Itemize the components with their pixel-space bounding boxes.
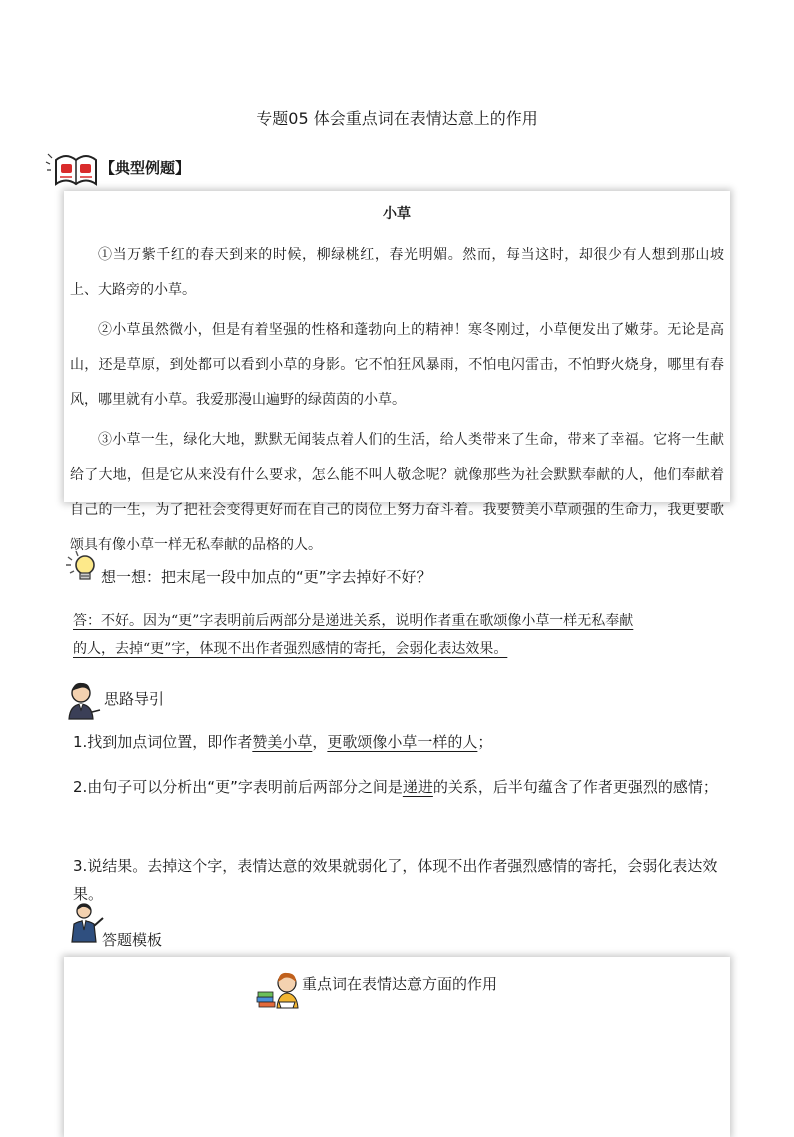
passage-title: 小草: [383, 206, 411, 222]
guide-step-1-comma: ，: [312, 733, 328, 751]
guide-step-1: [73, 728, 733, 756]
passage-paragraph-1: ①当万紫千红的春天到来的时候，柳绿桃红，春光明媚。然而，每当这时，却很少有人想到那山坡上、大路旁的小草。: [70, 247, 724, 298]
guide-step-3: 3.说结果。去掉这个字，表情达意的效果就弱化了，体现不出作者强烈感情的寄托，会弱化表达效果。: [73, 857, 718, 903]
guide-step-1-end: ；: [477, 733, 493, 751]
guide-step-1-text: 1.找到加点词位置，即作者: [73, 733, 253, 751]
answer-text: [73, 607, 733, 663]
open-book-icon: [48, 150, 104, 190]
lightbulb-icon: [66, 551, 100, 585]
presenter-avatar-icon: [70, 902, 106, 944]
guide-step-2-end: 的关系，后半句蕴含了作者更强烈的感情；: [432, 778, 718, 796]
passage-paragraph-3: ③小草一生，绿化大地，默默无闻装点着人们的生活，给人类带来了生命，带来了幸福。它将一生献给了大地，但是它从来没有什么要求，怎么能不叫人敬念呢？就像那些为社会默默奉献的人，他们奉献着自己的一生，为了把社会变得更好而在自己的岗位上努力奋斗着。我要赞美小草顽强的生命力，我更要歌颂具有像小草一样无私奉献的品格的人。: [70, 432, 724, 553]
student-reading-icon: [257, 969, 303, 1009]
answer-line-1: 答：不好。因为“更”字表明前后两部分是递进关系，说明作者重在歌颂像小草一样无私奉献: [73, 613, 634, 629]
template-box-title: 重点词在表情达意方面的作用: [302, 975, 498, 993]
question-text: 想一想：把末尾一段中加点的“更”字去掉好不好？: [101, 568, 432, 586]
guide-step-2-text: 2.由句子可以分析出“更”字表明前后两部分之间是: [73, 778, 403, 796]
passage-paragraph-2: ②小草虽然微小，但是有着坚强的性格和蓬勃向上的精神！寒冬刚过，小草便发出了嫩芽。无论是高山，还是草原，到处都可以看到小草的身影。它不怕狂风暴雨，不怕电闪雷击，不怕野火烧身，哪里有春风，哪里就有小草。我爱那漫山遍野的绿茵茵的小草。: [70, 322, 724, 408]
guide-step-2-underline: 递进: [402, 778, 433, 796]
guide-step-1-underline-1: 赞美小草: [252, 733, 313, 751]
guide-heading: 思路导引: [104, 690, 165, 708]
template-heading: 答题模板: [102, 931, 163, 949]
page-title: 专题05 体会重点词在表情达意上的作用: [256, 109, 538, 128]
answer-line-2: 的人，去掉“更”字，体现不出作者强烈感情的寄托，会弱化表达效果。: [73, 641, 508, 657]
teacher-avatar-icon: [66, 680, 104, 720]
typical-example-heading: 【典型例题】: [100, 159, 191, 177]
guide-step-2: [73, 773, 733, 801]
guide-step-1-underline-2: 更歌颂像小草一样的人: [327, 733, 478, 751]
